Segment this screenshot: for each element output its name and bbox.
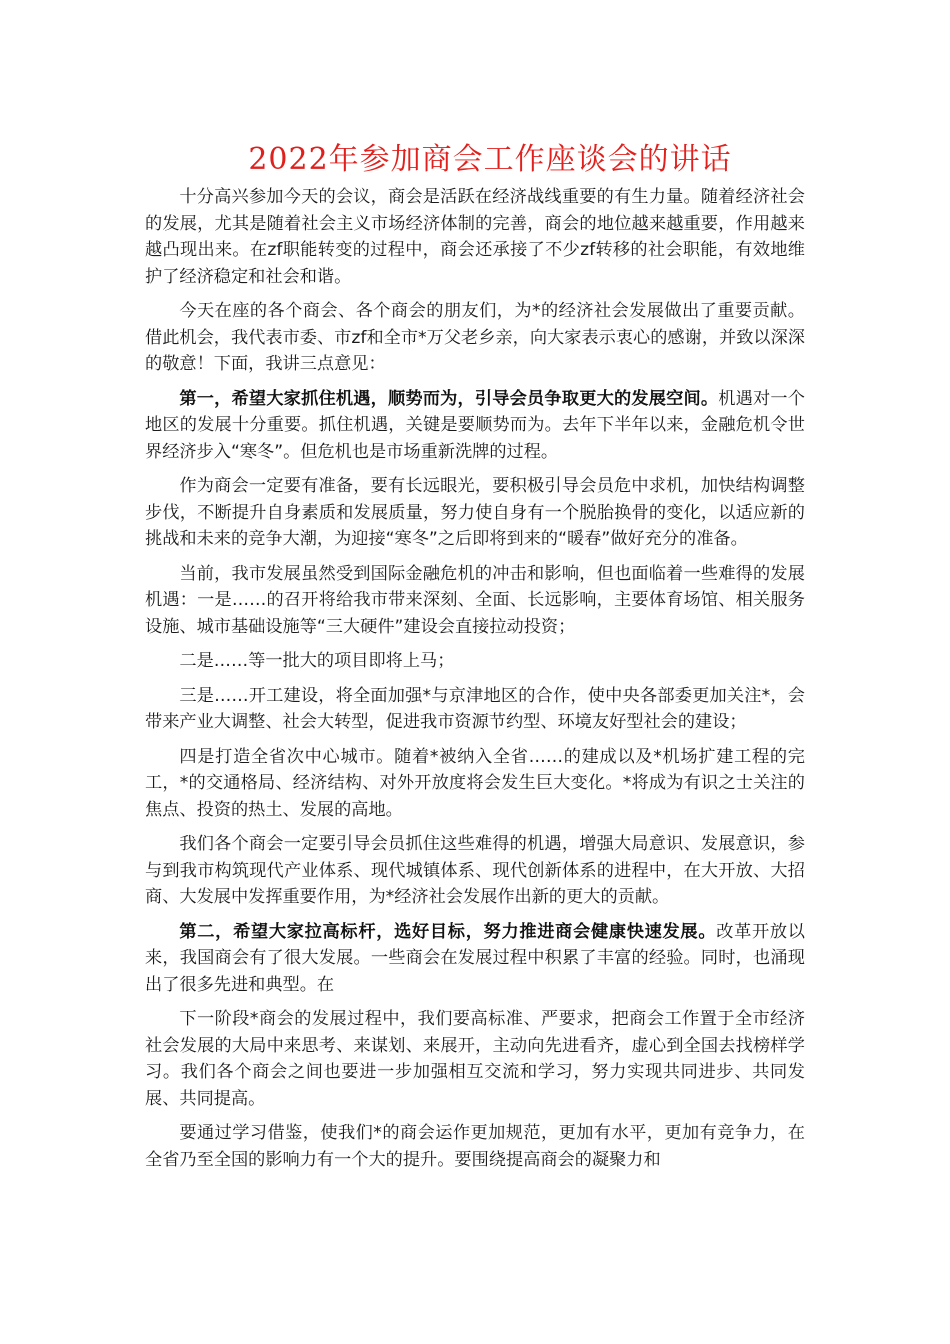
paragraph — [145, 184, 805, 290]
paragraph-text: 作为商会一定要有准备，要有长远眼光，要积极引导会员危中求机，加快结构调整步伐，不断提升自身素质和发展质量，努力使自身有一个脱胎换骨的变化，以适应新的挑战和未来的竞争大潮，为迎接“寒冬”之后即将到来的“暖春”做好充分的准备。 — [145, 476, 805, 549]
paragraph-text: 我们各个商会一定要引导会员抓住这些难得的机遇，增强大局意识、发展意识，参与到我市构筑现代产业体系、现代城镇体系、现代创新体系的进程中，在大开放、大招商、大发展中发挥重要作用，为*经济社会发展作出新的更大的贡献。 — [145, 834, 805, 907]
document-title: 2022年参加商会工作座谈会的讲话 — [248, 142, 732, 177]
paragraph-text: 当前，我市发展虽然受到国际金融危机的冲击和影响，但也面临着一些难得的发展机遇：一是……的召开将给我市带来深刻、全面、长远影响，主要体育场馆、相关服务设施、城市基础设施等“三大硬件”建设会直接拉动投资； — [145, 563, 805, 637]
paragraph-lead: 第一，希望大家抓住机遇，顺势而为，引导会员争取更大的发展空间。 — [179, 388, 719, 409]
paragraph — [145, 561, 805, 641]
paragraph-text: 今天在座的各个商会、各个商会的朋友们，为*的经济社会发展做出了重要贡献。借此机会，我代表市委、市zf和全市*万父老乡亲，向大家表示衷心的感谢，并致以深深的敬意！下面，我讲三点意见： — [145, 301, 805, 374]
paragraph — [145, 744, 805, 824]
paragraph — [145, 831, 805, 911]
paragraph-lead: 第二，希望大家拉高标杆，选好目标，努力推进商会健康快速发展。 — [179, 921, 717, 942]
paragraph-text: 要通过学习借鉴，使我们*的商会运作更加规范，更加有水平，更加有竞争力，在全省乃至全国的影响力有一个大的提升。要围绕提高商会的凝聚力和 — [145, 1123, 805, 1170]
paragraph-text: 改革开放以来，我国商会有了很大发展。一些商会在发展过程中积累了丰富的经验。同时，也涌现出了很多先进和典型。在 — [145, 921, 805, 995]
paragraph — [145, 386, 805, 466]
paragraph-text: 机遇对一个地区的发展十分重要。抓住机遇，关键是要顺势而为。去年下半年以来，金融危机令世界经济步入“寒冬”。但危机也是市场重新洗牌的过程。 — [145, 388, 805, 462]
document-body — [145, 184, 805, 1181]
paragraph — [145, 648, 805, 675]
paragraph-text: 二是……等一批大的项目即将上马； — [179, 651, 455, 671]
paragraph-text: 十分高兴参加今天的会议，商会是活跃在经济战线重要的有生力量。随着经济社会的发展，尤其是随着社会主义市场经济体制的完善，商会的地位越来越重要，作用越来越凸现出来。在zf职能转变的过程中，商会还承接了不少zf转移的社会职能，有效地维护了经济稳定和社会和谐。 — [145, 187, 805, 287]
paragraph-text: 三是……开工建设，将全面加强*与京津地区的合作，使中央各部委更加关注*，会带来产业大调整、社会大转型，促进我市资源节约型、环境友好型社会的建设； — [145, 685, 805, 732]
paragraph — [145, 298, 805, 378]
paragraph-text: 下一阶段*商会的发展过程中，我们要高标准、严要求，把商会工作置于全市经济社会发展的大局中来思考、来谋划、来展开，主动向先进看齐，虚心到全国去找榜样学习。我们各个商会之间也要进一步加强相互交流和学习，努力实现共同进步、共同发展、共同提高。 — [145, 1009, 805, 1109]
paragraph — [145, 1120, 805, 1173]
paragraph — [145, 683, 805, 736]
paragraph — [145, 919, 805, 999]
paragraph — [145, 1006, 805, 1112]
paragraph-text: 四是打造全省次中心城市。随着*被纳入全省……的建成以及*机场扩建工程的完工，*的交通格局、经济结构、对外开放度将会发生巨大变化。*将成为有识之士关注的焦点、投资的热土、发展的高地。 — [145, 746, 805, 820]
paragraph — [145, 473, 805, 553]
